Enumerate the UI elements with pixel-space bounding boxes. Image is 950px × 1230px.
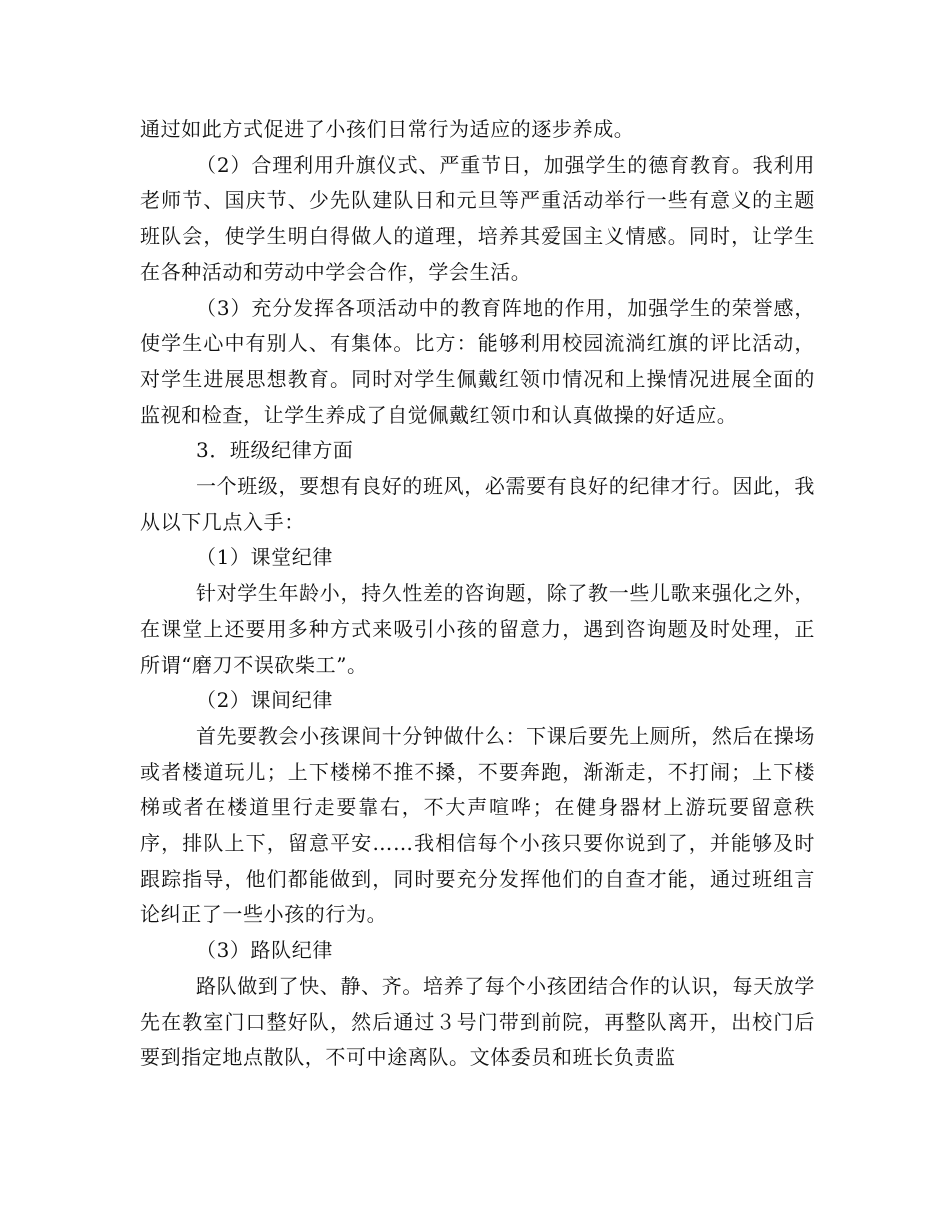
subheading-classroom-discipline: （1）课堂纪律 [196, 545, 333, 570]
paragraph-11: 路队做到了快、静、齐。培养了每个小孩团结合作的认识，每天放学先在教室门口整好队，然后通过３号门带到前院，再整队离开，出校门后要到指定地点散队，不可中途离队。文体委员和班长负责监 [140, 973, 815, 1070]
subheading-queue-discipline: （3）路队纪律 [196, 938, 333, 963]
paragraph-9: 首先要教会小孩课间十分钟做什么：下课后要先上厕所，然后在操场或者楼道玩儿；上下楼梯不推不搡，不要奔跑，渐渐走，不打闹；上下楼梯或者在楼道里行走要靠右，不大声喧哗；在健身器材上游玩要留意秩序，排队上下，留意平安……我相信每个小孩只要你说到了，并能够及时跟踪指导，他们都能做到，同时要充分发挥他们的自查才能，通过班组言论纠正了一些小孩的行为。 [140, 723, 815, 927]
section-heading-class-discipline: 3．班级纪律方面 [196, 438, 354, 463]
paragraph-2: （2）合理利用升旗仪式、严重节日，加强学生的德育教育。我利用老师节、国庆节、少先队建队日和元旦等严重活动举行一些有意义的主题班队会，使学生明白得做人的道理，培养其爱国主义情感。同时，让学生在各种活动和劳动中学会合作，学会生活。 [140, 152, 815, 284]
paragraph-1: 通过如此方式促进了小孩们日常行为适应的逐步养成。 [140, 117, 635, 141]
document-body [140, 112, 815, 1076]
paragraph-7: 针对学生年龄小，持久性差的咨询题，除了教一些儿歌来强化之外，在课堂上还要用多种方式来吸引小孩的留意力，遇到咨询题及时处理，正所谓“磨刀不误砍柴工”。 [140, 581, 815, 677]
paragraph-3: （3）充分发挥各项活动中的教育阵地的作用，加强学生的荣誉感，使学生心中有别人、有集体。比方：能够利用校园流淌红旗的评比活动，对学生进展思想教育。同时对学生佩戴红领巾情况和上操情况进展全面的监视和检查，让学生养成了自觉佩戴红领巾和认真做操的好适应。 [140, 295, 815, 427]
paragraph-5: 一个班级，要想有良好的班风，必需要有良好的纪律才行。因此，我从以下几点入手： [140, 474, 815, 534]
subheading-break-discipline: （2）课间纪律 [196, 688, 333, 713]
